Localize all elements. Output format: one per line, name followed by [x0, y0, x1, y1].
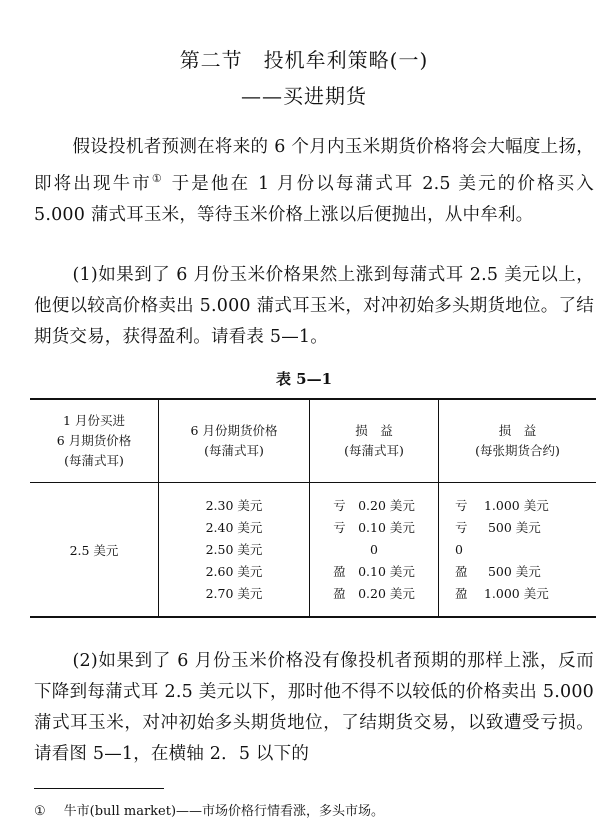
header-pnl-bushel [310, 399, 439, 483]
header-june-line: (每蒲式耳) [204, 443, 264, 458]
june-price-value: 2.40 美元 [205, 519, 263, 535]
pnl-contract-value: 盈 1.000 美元 [455, 585, 549, 601]
paragraph-1-text-b: 于是他在 1 月份以每蒲式耳 2.5 美元的价格买入 5.000 蒲式耳玉米，等待玉米价格上涨以后便抛出，从中牟利。 [34, 173, 594, 225]
pnl-bushel-cell [310, 483, 439, 618]
header-buy-line: 1 月份买进 [63, 413, 125, 428]
pnl-table [30, 398, 596, 618]
pnl-contract-value: 盈 500 美元 [455, 563, 541, 579]
footnote-ref: ① [151, 172, 164, 185]
pnl-bushel-value: 0 [370, 541, 378, 557]
pnl-contract-value: 亏 1.000 美元 [455, 497, 549, 513]
header-buy-line: 6 月期货价格 [56, 433, 132, 448]
footnote-divider [34, 788, 164, 789]
section-subtitle: ——买进期货 [241, 84, 367, 108]
paragraph-2: (1)如果到了 6 月份玉米价格果然上涨到每蒲式耳 2.5 美元以上，他便以较高价格卖出 5.000 蒲式耳玉米，对冲初始多头期货地位。了结期货交易，获得盈利。请看表 5—1。 [34, 265, 594, 347]
paragraph-1-text-a: 假设投机者预测在将来的 6 个月内玉米期货价格将会大幅度上扬，即将出现牛市 [34, 137, 594, 194]
header-pnl-contract-line: 损 益 [498, 423, 537, 438]
pnl-contract-value: 0 [455, 541, 463, 557]
june-price-value: 2.30 美元 [205, 497, 263, 513]
header-june-price [159, 399, 310, 483]
header-pnl-contract [439, 399, 597, 483]
header-pnl-bushel-line: (每蒲式耳) [344, 443, 404, 458]
buy-price-cell: 2.5 美元 [30, 483, 159, 618]
footnote-text: 牛市(bull market)——市场价格行情看涨，多头市场。 [63, 804, 385, 819]
header-buy-line: (每蒲式耳) [64, 453, 124, 468]
june-price-value: 2.70 美元 [205, 585, 263, 601]
header-buy-price [30, 399, 159, 483]
june-price-value: 2.50 美元 [205, 541, 263, 557]
pnl-contract-value: 亏 500 美元 [455, 519, 541, 535]
header-pnl-contract-line: (每张期货合约) [475, 443, 560, 458]
section-title: 第二节 投机牟利策略(一) [179, 48, 429, 72]
pnl-bushel-value: 盈 0.20 美元 [333, 585, 415, 601]
pnl-bushel-value: 亏 0.10 美元 [333, 519, 415, 535]
footnote [34, 800, 384, 819]
table-header-row [30, 399, 596, 483]
paragraph-3: (2)如果到了 6 月份玉米价格没有像投机者预期的那样上涨，反而下降到每蒲式耳 2.5 美元以下，那时他不得不以较低的价格卖出 5.000 蒲式耳玉米，对冲初始多头期货地位，了结期货交易，以致遭受亏损。请看图 5—1，在横轴 2．5 以下的 [34, 651, 594, 764]
header-pnl-bushel-line: 损 益 [355, 423, 393, 438]
table-caption: 表 5—1 [275, 370, 333, 388]
table-body-row [30, 483, 596, 618]
pnl-contract-cell [439, 483, 597, 618]
footnote-mark: ① [34, 804, 46, 819]
june-price-value: 2.60 美元 [205, 563, 263, 579]
pnl-bushel-value: 盈 0.10 美元 [333, 563, 415, 579]
header-june-line: 6 月份期货价格 [190, 423, 278, 438]
june-prices-cell [159, 483, 310, 618]
pnl-bushel-value: 亏 0.20 美元 [333, 497, 415, 513]
paragraph-1 [34, 132, 594, 231]
